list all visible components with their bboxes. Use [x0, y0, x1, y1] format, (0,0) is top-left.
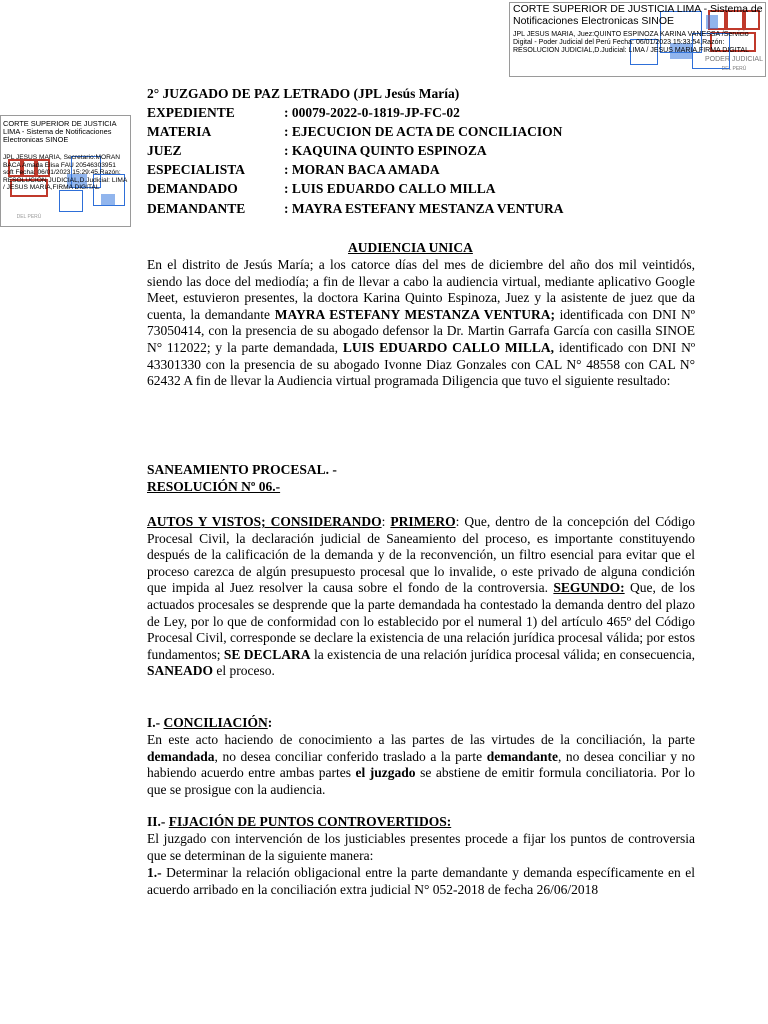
- saneamiento-heading: SANEAMIENTO PROCESAL. -: [147, 462, 337, 477]
- autos-paragraph: AUTOS Y VISTOS; CONSIDERANDO: PRIMERO: Que, dentro de la concepción del Código Procesal Civil, la declaración judicial de Saneamiento del proceso, es importante constituyendo después de la calificación de la demanda y de la reconvención, un filtro esencial para evitar que el proceso carezca de algún presupuesto procesal que lo invalide, o este privado de alguna condición que impida al Juez resolver la causa sobre el fondo de la controversia. SEGUNDO: Que, de los actuados procesales se desprende que la parte demandada ha contestado la demanda dentro del plazo de Ley, por lo que de conformidad con lo establecido por el numeral 1) del artículo 465º del Código Procesal Civil, corresponde se declare la existencia de una relación jurídica procesal válida; por estos fundamentos; SE DECLARA la existencia de una relación jurídica procesal válida; en consecuencia, SANEADO el proceso.: [147, 514, 695, 679]
- seal-subcaption: DEL PERÚ: [16, 214, 42, 220]
- primero-label: PRIMERO: [390, 514, 456, 529]
- seal-subcaption: DEL PERÚ: [721, 66, 747, 72]
- stamp-details: JPL JESUS MARIA, Secretario:MORAN BACA Amada Elisa FAU 20546303951 soft Fecha: 06/01/2023 15:29:45,Razón: RESOLUCIÓN JUDICIAL,D.Judicial: LIMA / JESUS MARIA,FIRMA DIGITAL: [3, 154, 127, 192]
- fijacion-paragraph: El juzgado con intervención de los justiciables presentes procede a fijar los puntos de controversia que se determinan de la siguiente manera:: [147, 831, 695, 863]
- stamp-details: JPL JESUS MARIA, Juez:QUINTO ESPINOZA KARINA VANESSA /Servicio Digital - Poder Judicial del Perú Fecha: 06/01/2023 15:33:54,Razón: RESOLUCION JUDICIAL,D.Judicial: LIMA / JESUS MARIA,FIRMA DIGITAL: [513, 31, 749, 55]
- conciliacion-heading: I.- CONCILIACIÓN:: [147, 715, 273, 730]
- juez-label: JUEZ: [147, 143, 182, 158]
- resolucion-heading: RESOLUCIÓN Nº 06.-: [147, 479, 281, 494]
- seal-caption: PODER JUDICIAL: [705, 56, 763, 63]
- autos-heading: AUTOS Y VISTOS; CONSIDERANDO: [147, 514, 382, 529]
- intro-paragraph: En el distrito de Jesús María; a los catorce días del mes de diciembre del año dos mil veintidós, siendo las doce del mediodía; a fin de llevar a cabo la audiencia virtual, mediante aplicativo Google Meet, estuvieron presentes, la doctora Karina Quinto Espinoza, Juez y la asistente de juez que da cuenta, la demandante MAYRA ESTEFANY MESTANZA VENTURA; identificada con DNI Nº 73050414, con la presencia de su abogado defensor la Dr. Martin Garrafa García con casilla SINOE N° 112022; y la parte demandada, LUIS EDUARDO CALLO MILLA, identificado con DNI Nº 43301330 con la presencia de su abogado Ivonne Diaz Gonzales con CAL N° 48558 con CAL N° 62432 A fin de llevar la Audiencia virtual programada Diligencia que tuvo el siguiente resultado:: [147, 257, 696, 389]
- stamp-title: CORTE SUPERIOR DE JUSTICIA LIMA - Sistema de Notificaciones Electronicas SINOE: [513, 3, 763, 27]
- document-title: AUDIENCIA UNICA: [348, 240, 473, 255]
- demandante-value: : MAYRA ESTEFANY MESTANZA VENTURA: [284, 201, 564, 216]
- expediente-label: EXPEDIENTE: [147, 105, 235, 120]
- especialista-value: : MORAN BACA AMADA: [284, 162, 440, 177]
- demandado-value: : LUIS EDUARDO CALLO MILLA: [284, 181, 496, 196]
- demandante-name: MAYRA ESTEFANY MESTANZA VENTURA;: [274, 306, 555, 322]
- fijacion-heading: II.- FIJACIÓN DE PUNTOS CONTROVERTIDOS:: [147, 814, 452, 829]
- especialista-label: ESPECIALISTA: [147, 162, 246, 177]
- demandante-label: DEMANDANTE: [147, 201, 246, 216]
- juez-value: : KAQUINA QUINTO ESPINOZA: [284, 143, 487, 158]
- conciliacion-paragraph: En este acto haciendo de conocimiento a las partes de las virtudes de la conciliación, la parte demandada, no desea conciliar conferido traslado a la parte demandante, no desea conciliar y no habiendo acuerdo entre ambas partes el juzgado se abstiene de emitir formula conciliatoria. Por lo que se prosigue con la audiencia.: [147, 732, 695, 797]
- digital-signature-stamp-judge: [509, 2, 766, 77]
- demandado-label: DEMANDADO: [147, 181, 238, 196]
- segundo-label: SEGUNDO:: [553, 580, 625, 596]
- digital-signature-stamp-secretary: [0, 115, 131, 227]
- stamp-title: CORTE SUPERIOR DE JUSTICIA LIMA - Sistema de Notificaciones Electronicas SINOE: [3, 119, 117, 145]
- demandado-name: LUIS EDUARDO CALLO MILLA,: [342, 339, 555, 355]
- materia-label: MATERIA: [147, 124, 212, 139]
- expediente-value: : 00079-2022-0-1819-JP-FC-02: [284, 105, 460, 120]
- court-name: 2° JUZGADO DE PAZ LETRADO (JPL Jesús María): [147, 86, 460, 101]
- materia-value: : EJECUCION DE ACTA DE CONCILIACION: [284, 124, 563, 139]
- fijacion-item-1: 1.- Determinar la relación obligacional entre la parte demandante y demanda específicamente en el acuerdo arribado en la conciliación extra judicial N° 052-2018 de fecha 26/06/2018: [147, 865, 695, 897]
